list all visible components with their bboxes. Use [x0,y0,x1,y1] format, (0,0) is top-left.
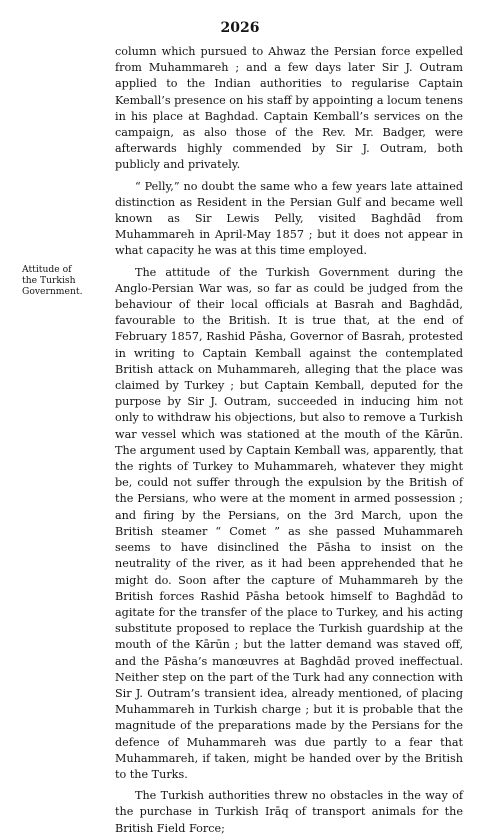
page-number: 2026 [220,20,260,36]
margin-note-line: the Turkish [22,275,76,286]
paragraph-turkish-attitude: The attitude of the Turkish Government during the Anglo-Persian War was, so far as could be judged from the behaviour of their local officials at Basrah and Baghdād, favourable to the British. It is true that, at the end of February 1857, Rashid Pāsha, Governor of Basrah, protested in writing to Captain Kemball against the contemplated British attack on Muhammareh, alleging that the place was claimed by Turkey ; but Captain Kemball, deputed for the purpose by Sir J. Outram, succeeded in inducing him not only to withdraw his objections, but also to remove a Turkish war vessel which was stationed at the mouth of the Kārūn. The argument used by Captain Kemball was, apparently, that the rights of Turkey to Muhammareh, whatever they might be, could not suffer through the expulsion by the British of the Persians, who were at the moment in armed possession ; and firing by the Persians, on the 3rd March, upon the British steamer “ Comet ” as she passed Muhammareh seems to have disinclined the Pāsha to insist on the neutrality of the river, as it had been apprehended that he might do. Soon after the capture of Muhammareh by the British forces Rashid Pāsha betook himself to Baghdād to agitate for the transfer of the place to Turkey, and his acting substitute proposed to replace the Turkish guardship at the mouth of the Kārūn ; but the latter demand was staved off, and the Pāsha’s manœuvres at Baghdād proved ineffectual. Neither step on the part of the Turk had any connection with Sir J. Outram’s transient idea, already mentioned, of placing Muhammareh in Turkish charge ; but it is probable that the magnitude of the preparations made by the Persians for the defence of Muhammareh was due partly to a fear that Muhammareh, if taken, might be handed over by the British to the Turks. [115,265,463,781]
paragraph-transport-animals: The Turkish authorities threw no obstacles in the way of the purchase in Turkish Irāq of transport animals for the British Field Force; [115,789,463,835]
paragraph-pelly: “ Pelly,” no doubt the same who a few years late attained distinction as Resident in the Persian Gulf and became well known as Sir Lewis Pelly, visited Baghdād from Muhammareh in April-May 1857 ; but it does not appear in what capacity he was at this time employed. [115,179,463,258]
margin-note-line: Attitude of [22,264,72,275]
margin-note [22,264,110,297]
margin-note-line: Government. [22,286,83,297]
body-text [115,44,463,837]
paragraph-continuation: column which pursued to Ahwaz the Persian force expelled from Muhammareh ; and a few days later Sir J. Outram applied to the Indian authorities to regularise Captain Kemball’s presence on his staff by appointing a locum tenens in his place at Baghdad. Captain Kemball’s services on the campaign, as also those of the Rev. Mr. Badger, were afterwards highly commended by Sir J. Outram, both publicly and privately. [115,45,463,172]
